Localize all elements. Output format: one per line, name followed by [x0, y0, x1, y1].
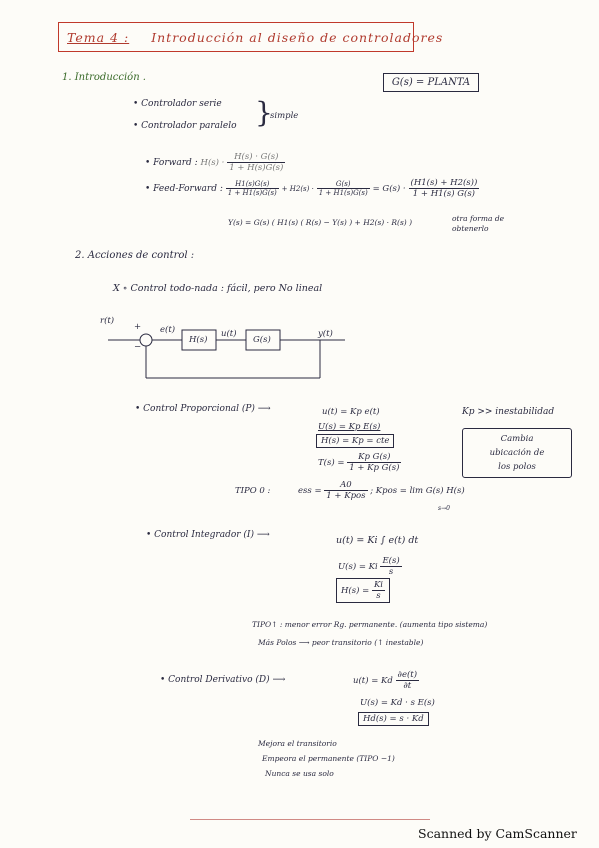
der-note1: Mejora el transitorio [258, 739, 337, 748]
der-l2: U(s) = Kd · s E(s) [360, 698, 435, 708]
ess-num: A0 [324, 480, 367, 491]
ff-num2: G(s) [317, 180, 370, 189]
list-item: • Controlador serie [133, 99, 222, 109]
int-l2-frac [380, 556, 401, 577]
forward-num: H(s) · G(s) [227, 152, 285, 163]
der-l3: Hd(s) = s · Kd [358, 712, 429, 726]
der-l1-frac [396, 670, 419, 691]
prop-l4-den: 1 + Kp G(s) [349, 463, 400, 473]
ff-den1: 1 + H1(s)G(s) [227, 189, 277, 197]
planta-box: G(s) = PLANTA [383, 73, 479, 92]
ess-den: 1 + Kpos [326, 491, 366, 501]
title-tema: Tema 4 : [67, 29, 130, 45]
prop-l4-lhs: T(s) = [318, 458, 345, 468]
int-l1: u(t) = Ki ∫ e(t) dt [336, 535, 419, 546]
forward-frac [227, 152, 285, 173]
kpos: ; Kpos = lim G(s) H(s) [370, 486, 465, 496]
ff-label: Feed-Forward : [153, 184, 223, 194]
forward-row: • Forward : H(s) · $\frac{H(s) \cdot G(s)}{1 + H(s)G(s)}$ [145, 152, 284, 173]
int-note2: Más Polos ⟶ peor transitorio (↑ inestable) [258, 638, 424, 647]
diag-e: e(t) [160, 325, 176, 335]
polos-line: los polos [498, 462, 536, 472]
diag-u: u(t) [221, 329, 237, 339]
polos-box [462, 428, 572, 478]
ff-frac2 [317, 180, 370, 197]
prop-l1: u(t) = Kp e(t) [322, 407, 380, 417]
prop-row: • Control Proporcional (P) ⟶ [135, 404, 271, 414]
tipo0: TIPO 0 : [235, 486, 271, 496]
der-label: Control Derivativo (D) [168, 675, 270, 685]
int-row: • Control Integrador (I) ⟶ [146, 530, 270, 540]
int-note1: TIPO↑ : menor error Rg. permanente. (aumenta tipo sistema) [252, 620, 488, 629]
block-diagram [100, 318, 380, 388]
item-serie: Controlador serie [141, 99, 222, 109]
feedforward-row: • Feed-Forward : $\frac{H1(s)G(s)}{1 + H1(s)G(s)}$ + H2(s) · $\frac{G(s)}{1 + H1(s)G(s)}$ = G(s) · $\frac{(H1(s) + H2(s))}{1 + H1(s) G(s)}$ [145, 178, 478, 199]
int-l3 [336, 578, 390, 603]
forward-pre: H(s) · [200, 158, 225, 168]
ff-num1: H1(s)G(s) [226, 180, 279, 189]
list-item: • Controlador paralelo [133, 121, 237, 131]
polos-line: Cambia [500, 434, 534, 444]
title-box [58, 22, 444, 52]
int-l3-frac [372, 580, 385, 601]
title-text: Introducción al diseño de controladores [151, 29, 444, 45]
prop-l3: H(s) = Kp = cte [316, 434, 394, 448]
prop-l2: U(s) = Kp E(s) [318, 422, 381, 432]
der-l1-den: ∂t [403, 681, 412, 691]
diag-r: r(t) [100, 316, 115, 326]
int-l3-num: Ki [373, 580, 384, 590]
int-l3-lhs: H(s) = [341, 586, 370, 596]
ff-num3: (H1(s) + H2(s)) [410, 178, 478, 188]
ff-frac3 [409, 178, 480, 199]
ess-row [298, 480, 465, 501]
polos-line: ubicación de [489, 448, 545, 458]
ff-yline: Y(s) = G(s) ( H1(s) ( R(s) − Y(s) ) + H2(s) · R(s) ) [228, 218, 413, 227]
der-l1-num: ∂e(t) [397, 670, 418, 680]
diag-minus: − [134, 342, 142, 352]
prop-l4-frac [347, 452, 401, 473]
section2-heading: 2. Acciones de control : [75, 250, 195, 261]
kp-note: Kp >> inestabilidad [462, 407, 555, 417]
section1-heading: 1. Introducción . [62, 72, 146, 83]
der-l1-lhs: u(t) = Kd [353, 676, 393, 686]
diag-g: G(s) [253, 335, 271, 345]
der-note2: Empeora el permanente (TIPO −1) [262, 754, 395, 763]
ess-lhs: ess = [298, 486, 322, 496]
lim-sub: s→0 [438, 505, 450, 512]
ess-frac [324, 480, 367, 501]
int-label: Control Integrador (I) [154, 530, 254, 540]
der-l1 [353, 670, 419, 691]
forward-den: 1 + H(s)G(s) [229, 163, 284, 173]
der-note3: Nunca se usa solo [265, 769, 334, 778]
ff-frac1 [226, 180, 279, 197]
bottom-divider [190, 819, 430, 820]
int-l3-den: s [376, 591, 381, 601]
todo-nada: X ∘ Control todo-nada : fácil, pero No lineal [113, 283, 323, 294]
diag-y: y(t) [318, 329, 333, 339]
prop-label: Control Proporcional (P) [143, 404, 255, 414]
der-row: • Control Derivativo (D) ⟶ [160, 675, 286, 685]
ff-eq: = G(s) · [372, 184, 406, 194]
forward-label: Forward : [153, 158, 198, 168]
diag-h: H(s) [189, 335, 208, 345]
brace: } [255, 96, 273, 129]
ff-note: otra forma de obtenerlo [452, 214, 505, 233]
int-l2-num: E(s) [382, 556, 400, 566]
item-paralelo: Controlador paralelo [141, 121, 237, 131]
prop-l4-num: Kp G(s) [347, 452, 401, 463]
ff-den2: 1 + H1(s)G(s) [318, 189, 368, 197]
simple-label: simple [270, 111, 299, 121]
prop-l4 [318, 452, 401, 473]
int-l2-den: s [388, 567, 394, 577]
diag-plus: + [134, 322, 142, 332]
ff-den3: 1 + H1(s) G(s) [412, 189, 476, 199]
int-l2 [338, 556, 402, 577]
int-l2-lhs: U(s) = Ki [338, 562, 378, 572]
ff-mid: + H2(s) · [281, 185, 314, 193]
camscanner-footer: Scanned by CamScanner [418, 826, 577, 841]
